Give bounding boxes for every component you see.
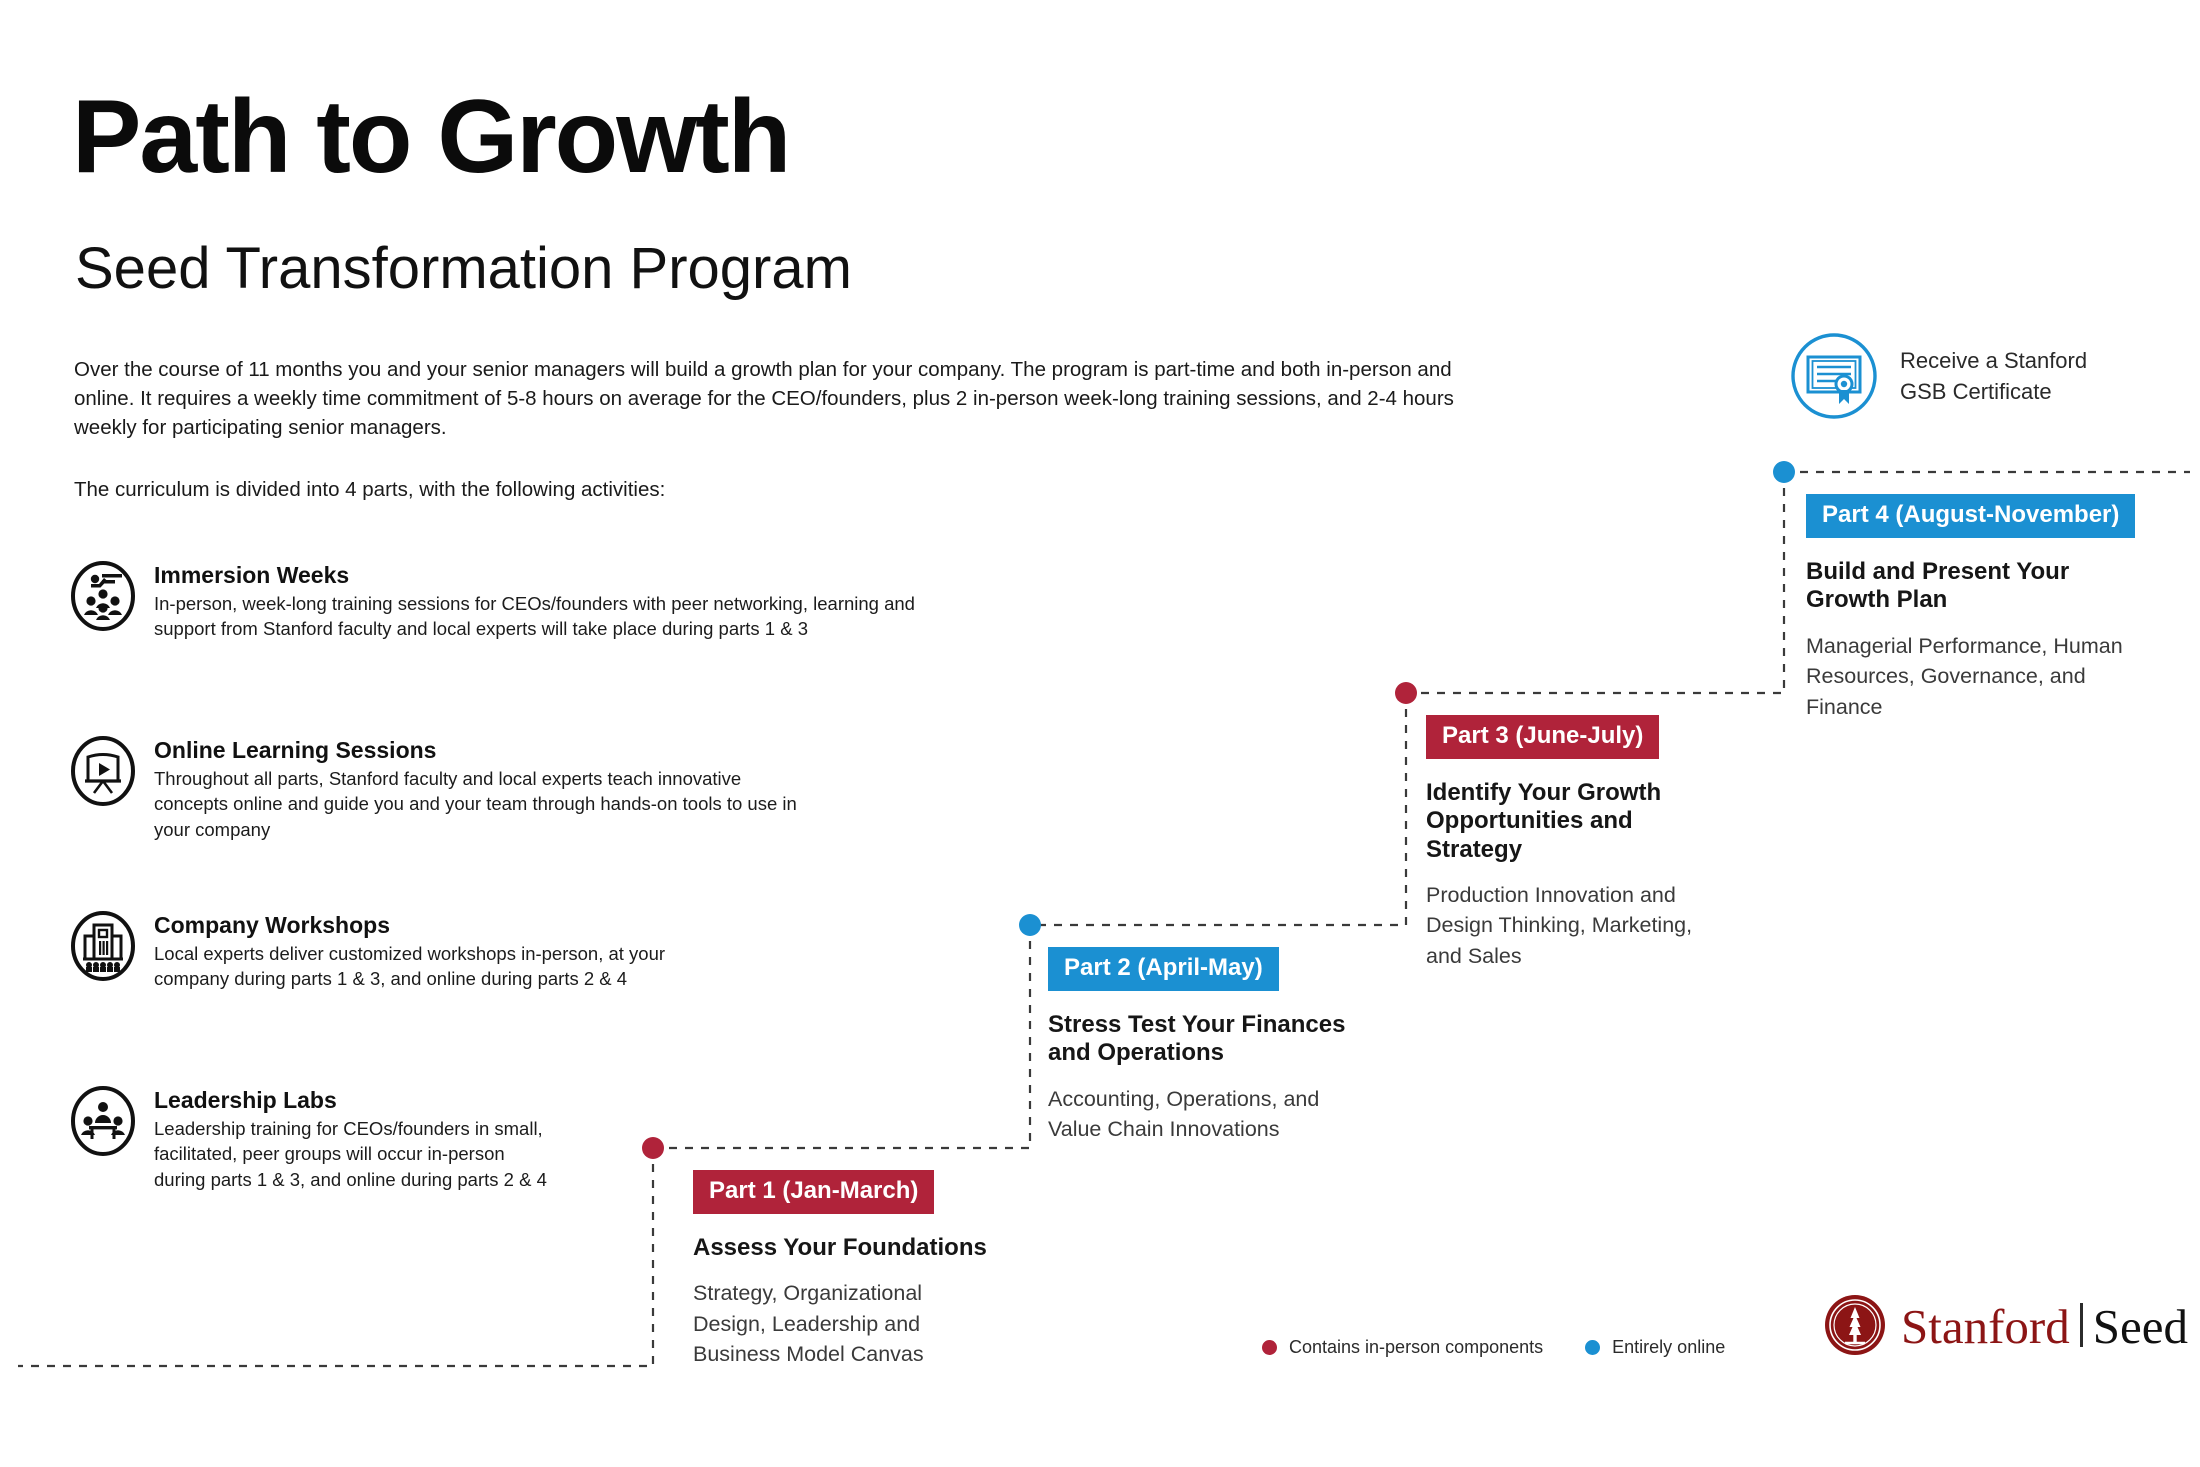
activity-title: Leadership Labs bbox=[154, 1087, 337, 1113]
certificate-line-2: GSB Certificate bbox=[1900, 379, 2052, 404]
stair-dot-part-3 bbox=[1395, 682, 1417, 704]
legend-label-online: Entirely online bbox=[1612, 1337, 1726, 1357]
intro-paragraph: Over the course of 11 months you and your senior managers will build a growth plan for your company. The program is part-time and both in-person and online. It requires a weekly time commitment of 5-8 hours on average for the CEO/founders, plus 2 in-person week-long training sessions, and 2-4 hours weekly for participating senior managers. bbox=[74, 358, 1454, 440]
red-dot-icon bbox=[1262, 1340, 1277, 1355]
legend-label-in-person: Contains in-person components bbox=[1289, 1337, 1544, 1357]
part-pill-1: Part 1 (Jan-March) bbox=[693, 1170, 934, 1214]
activity-title: Company Workshops bbox=[154, 912, 390, 938]
curriculum-line: The curriculum is divided into 4 parts, with the following activities: bbox=[74, 478, 666, 501]
legend bbox=[1262, 1337, 1725, 1358]
certificate-icon bbox=[1790, 332, 1878, 420]
part-heading-4: Build and Present Your Growth Plan bbox=[1806, 558, 2070, 614]
activity-description: Local experts deliver customized workshops in-person, at your company during parts 1 & 3, and online during parts 2 & 4 bbox=[154, 942, 666, 990]
stanford-seal-icon bbox=[1823, 1293, 1887, 1357]
part-heading-3: Identify Your Growth Opportunities and Strategy bbox=[1426, 779, 1662, 863]
part-detail-3: Production Innovation and Design Thinking, Marketing, and Sales bbox=[1426, 882, 1693, 968]
activity-description: Leadership training for CEOs/founders in small, facilitated, peer groups will occur in-person during parts 1 & 3, and online during parts 2 & 4 bbox=[154, 1117, 547, 1190]
legend-item-online bbox=[1585, 1337, 1725, 1358]
activity-description: Throughout all parts, Stanford faculty and local experts teach innovative concepts online and guide you and your team through hands-on tools to use in your company bbox=[154, 767, 797, 840]
projector-screen-play-icon bbox=[70, 735, 136, 807]
activity-company-workshops bbox=[70, 910, 1170, 992]
logo-divider bbox=[2080, 1303, 2083, 1347]
logo-stanford-text: Stanford bbox=[1901, 1299, 2070, 1354]
activity-title: Online Learning Sessions bbox=[154, 737, 437, 763]
activity-online-learning-sessions bbox=[70, 735, 1170, 842]
office-building-icon bbox=[70, 910, 136, 982]
blue-dot-icon bbox=[1585, 1340, 1600, 1355]
part-heading-1: Assess Your Foundations bbox=[693, 1234, 987, 1261]
part-detail-4: Managerial Performance, Human Resources, Governance, and Finance bbox=[1806, 633, 2123, 719]
part-card-2[interactable] bbox=[1048, 947, 1398, 1145]
logo-wordmark bbox=[1901, 1299, 2188, 1354]
legend-item-in-person bbox=[1262, 1337, 1543, 1358]
part-pill-4: Part 4 (August-November) bbox=[1806, 494, 2135, 538]
part-card-4[interactable] bbox=[1806, 494, 2166, 722]
activity-immersion-weeks bbox=[70, 560, 1170, 642]
stanford-seed-logo bbox=[1823, 1293, 2188, 1357]
page-subtitle: Seed Transformation Program bbox=[75, 236, 852, 301]
part-card-3[interactable] bbox=[1426, 715, 1756, 971]
page-title: Path to Growth bbox=[72, 79, 790, 195]
part-card-1[interactable] bbox=[693, 1170, 1023, 1370]
activity-title: Immersion Weeks bbox=[154, 562, 350, 588]
part-heading-2: Stress Test Your Finances and Operations bbox=[1048, 1011, 1346, 1067]
activity-description: In-person, week-long training sessions for CEOs/founders with peer networking, learning and support from Stanford faculty and local experts will take place during parts 1 & 3 bbox=[154, 592, 915, 640]
certificate-line-1: Receive a Stanford bbox=[1900, 347, 2088, 373]
roundtable-group-icon bbox=[70, 1085, 136, 1157]
stair-dot-part-4 bbox=[1773, 461, 1795, 483]
logo-seed-text: Seed bbox=[2092, 1299, 2188, 1354]
presenter-audience-icon bbox=[70, 560, 136, 632]
certificate-badge bbox=[1790, 332, 2087, 420]
part-pill-2: Part 2 (April-May) bbox=[1048, 947, 1279, 991]
part-detail-2: Accounting, Operations, and Value Chain Innovations bbox=[1048, 1086, 1320, 1142]
certificate-text bbox=[1900, 345, 2087, 407]
part-pill-3: Part 3 (June-July) bbox=[1426, 715, 1659, 759]
part-detail-1: Strategy, Organizational Design, Leadership and Business Model Canvas bbox=[693, 1281, 924, 1367]
